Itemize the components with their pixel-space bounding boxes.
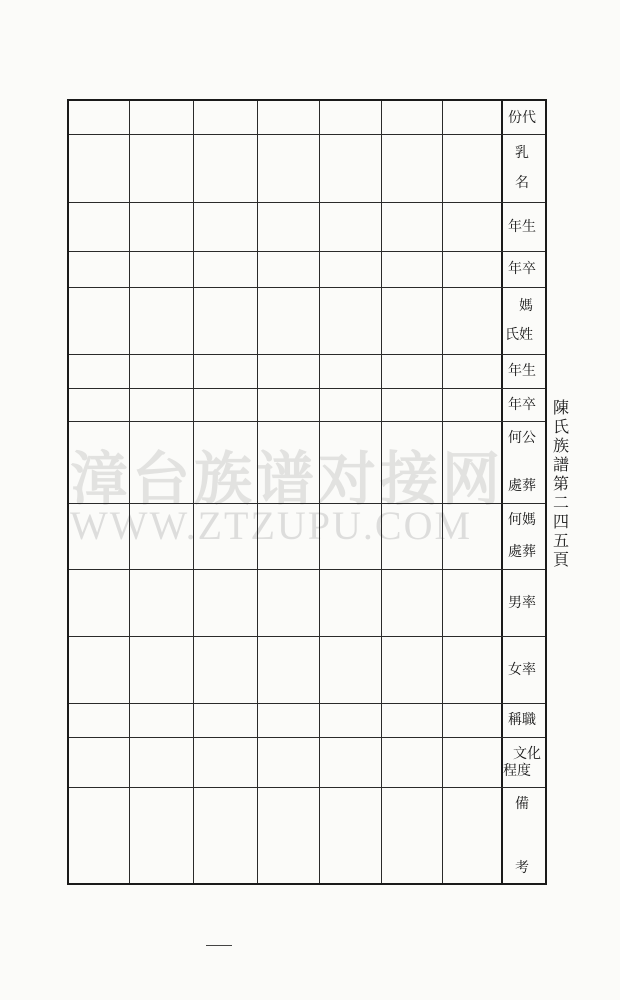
header-gong-zang [499,421,545,503]
header-ma-zang-top: 何媽 [508,512,536,528]
page-title-char: 頁 [553,550,570,569]
header-dai-fen-text: 份代 [508,109,536,126]
header-nan-text: 男率 [508,594,536,611]
header-ru-ming-top: 乳 [515,145,529,161]
header-zu-nian [499,251,545,287]
row-ma-shi [69,287,545,355]
header-ma-zu [499,388,545,421]
header-nu [499,636,545,703]
row-zhi-cheng [69,703,545,738]
row-nu [69,636,545,704]
header-ma-zang-bottom: 處葬 [508,544,536,560]
header-ma-sheng-text: 年生 [508,363,536,379]
page-title-char: 譜 [553,455,570,474]
watermark-chinese: 漳台族谱对接网 [70,445,505,513]
header-ru-ming [499,134,545,202]
header-wenhua-bottom: 程度 [503,762,531,779]
page-title-char: 族 [553,436,570,455]
genealogy-table [67,99,547,885]
header-ma-shi-top: 媽 [519,298,533,314]
header-gong-zang-top: 何公 [508,430,536,446]
page-title-char: 氏 [553,417,570,436]
row-ma-sheng [69,354,545,389]
page-title-char: 陳 [553,398,570,417]
header-bei-kao-top: 備 [515,796,529,812]
footer-rule [206,945,232,946]
page-title [553,398,569,569]
header-ma-zang [499,503,545,569]
row-wenhua [69,737,545,788]
row-ma-zu [69,388,545,422]
row-bei-kao [69,787,545,885]
header-wenhua [499,737,545,787]
header-zu-nian-text: 年卒 [508,261,536,277]
header-sheng-nian [499,202,545,251]
page-title-char: 二 [553,493,570,512]
header-dai-fen [499,101,545,134]
header-gong-zang-bottom: 處葬 [508,478,536,494]
header-ru-ming-bottom: 名 [515,175,529,191]
header-ma-shi-bottom: 氏姓 [505,327,533,343]
header-bei-kao-bottom: 考 [515,860,529,876]
row-dai-fen [69,101,545,135]
page-title-char: 四 [553,512,570,531]
header-bei-kao [499,787,545,885]
header-wenhua-top: 文化 [513,745,541,762]
row-nan [69,569,545,637]
watermark-url: WWW.ZTZUPU.COM [70,503,473,548]
header-zhi-cheng [499,703,545,737]
header-ma-shi [499,287,545,354]
row-gong-zang [69,421,545,504]
header-zhi-cheng-text: 稱職 [508,712,536,728]
header-sheng-nian-text: 年生 [508,218,536,235]
header-ma-zu-text: 年卒 [508,396,536,413]
row-sheng-nian [69,202,545,252]
row-ma-zang [69,503,545,570]
row-ru-ming [69,134,545,203]
header-nu-text: 女率 [508,661,536,678]
page-title-char: 第 [553,474,570,493]
row-zu-nian [69,251,545,288]
page-title-char: 五 [553,531,570,550]
header-nan [499,569,545,636]
header-ma-sheng [499,354,545,388]
